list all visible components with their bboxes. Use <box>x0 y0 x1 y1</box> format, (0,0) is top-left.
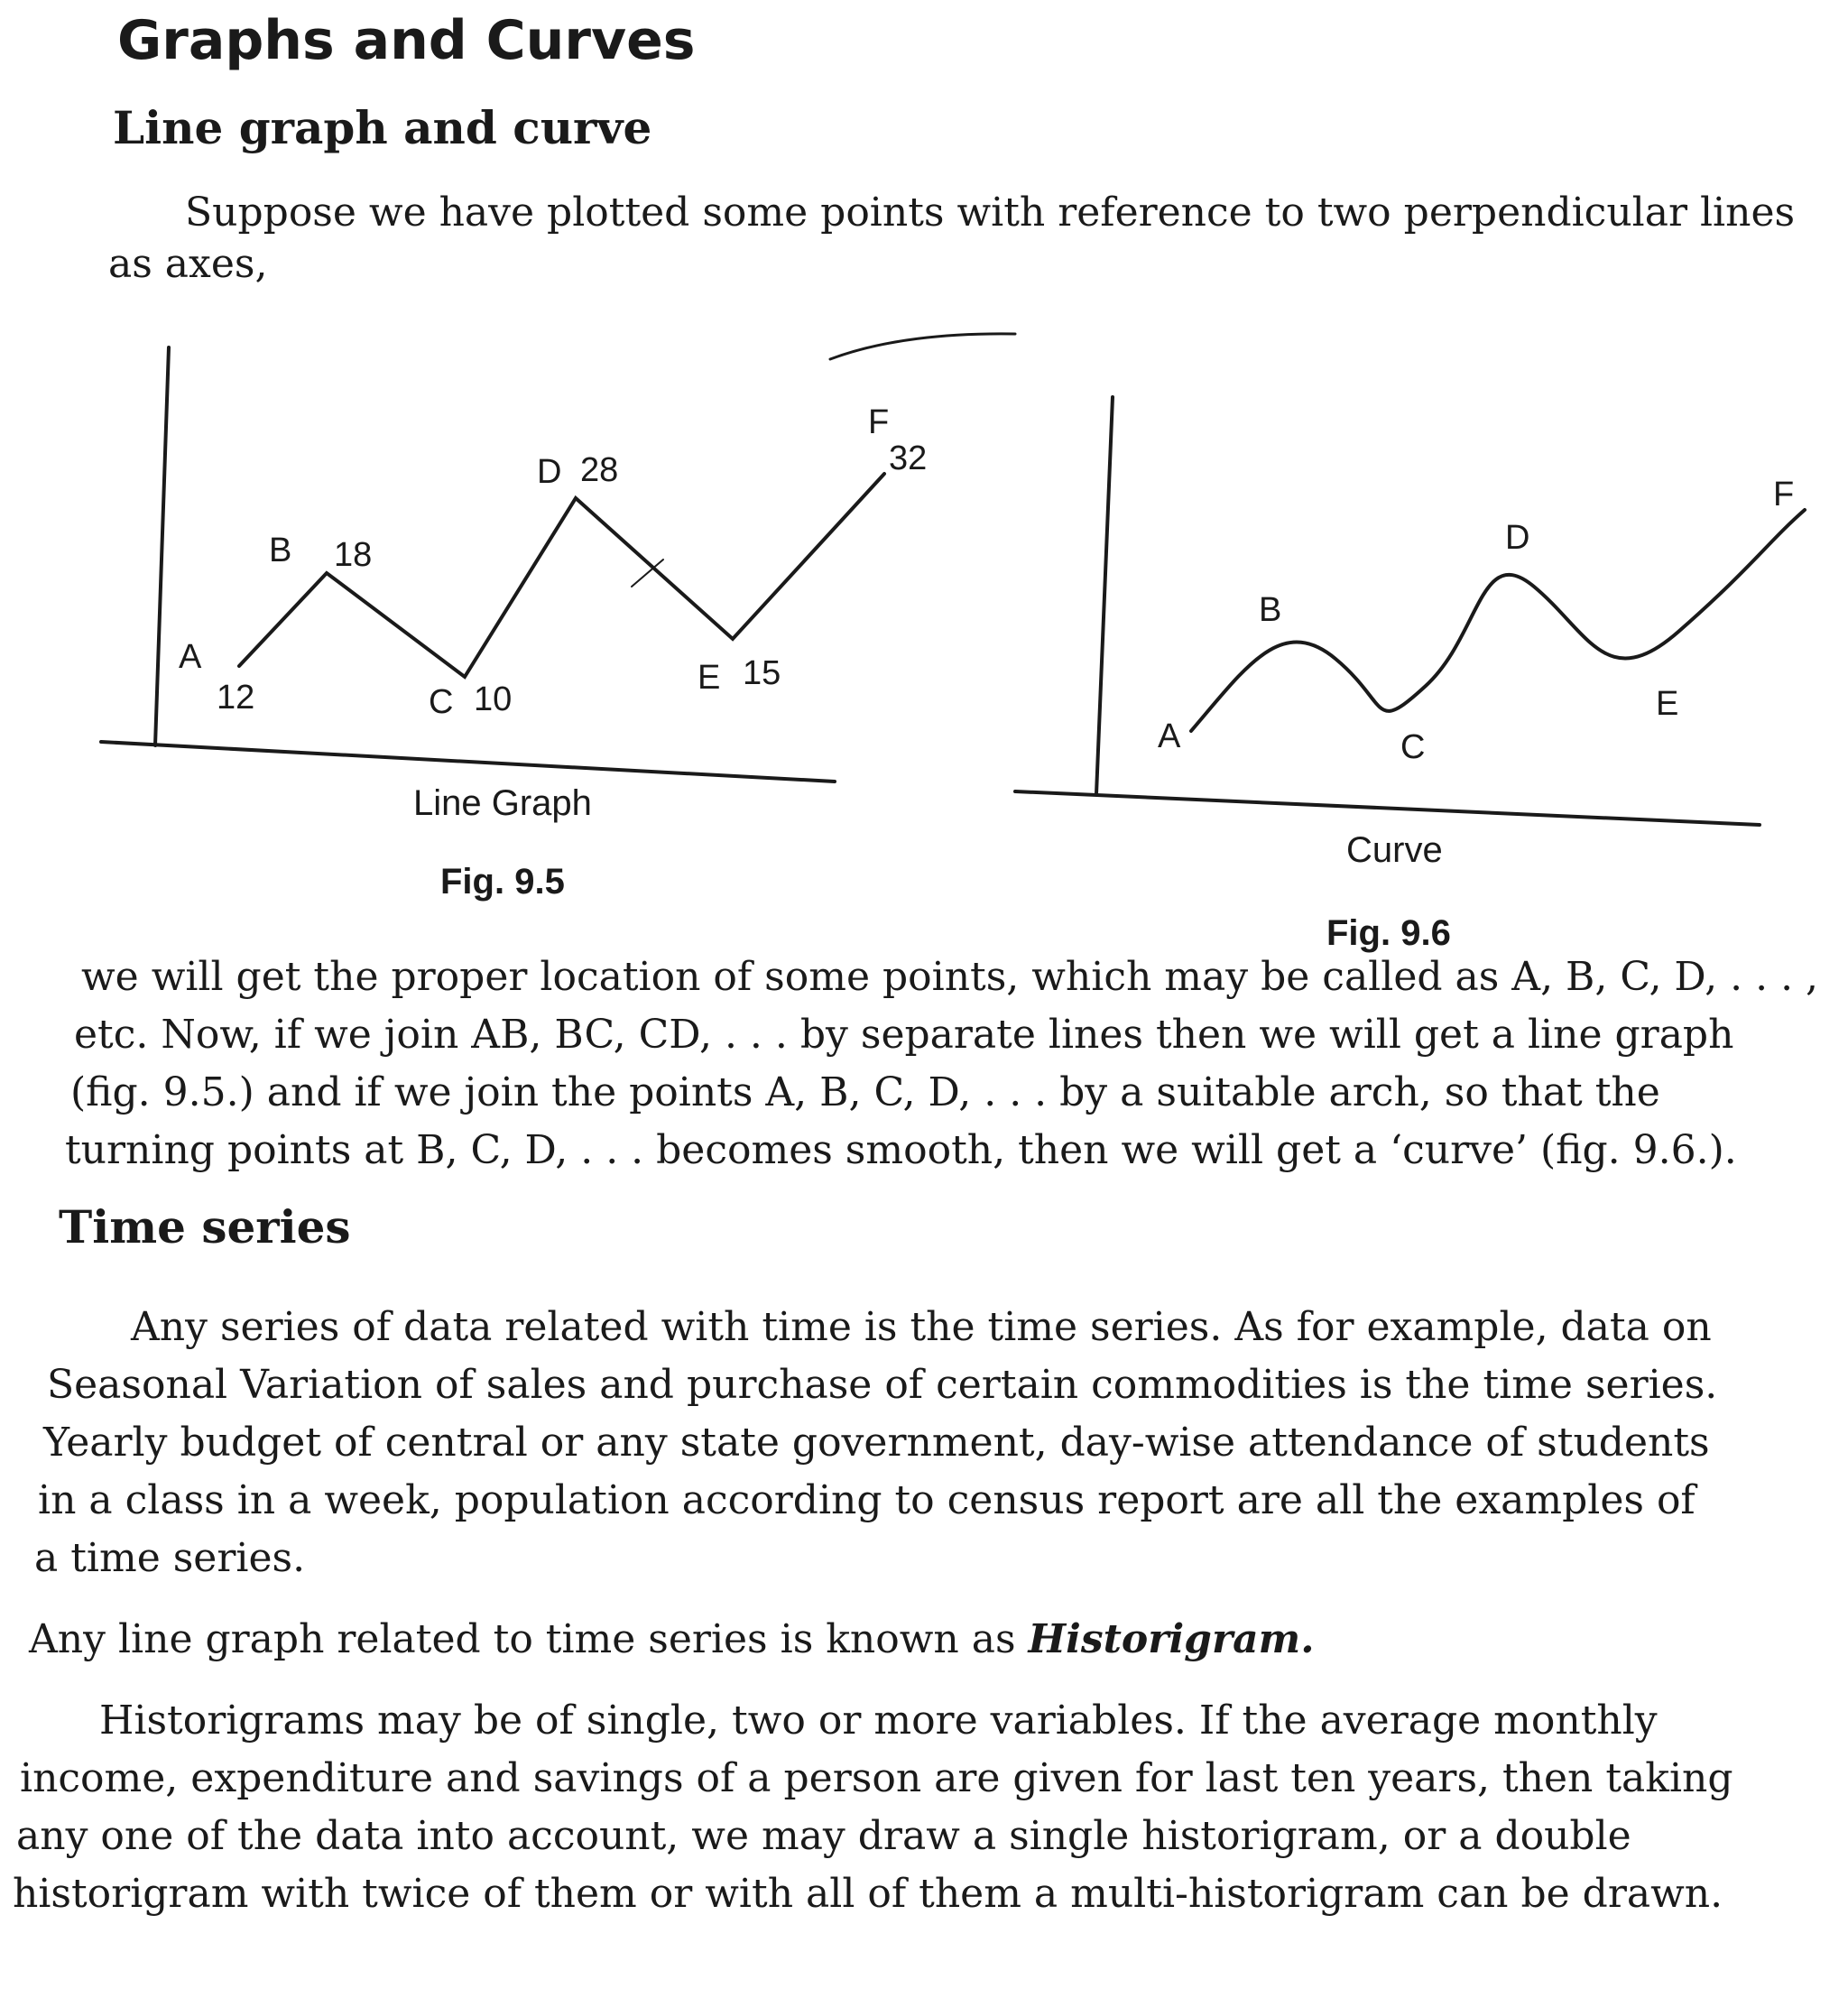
fig96-point-label-f: F <box>1773 476 1795 513</box>
fig95-point-label-f: F <box>868 403 890 441</box>
body-line-4: turning points at B, C, D, . . . becomes smooth, then we will get a ‘curve’ (fig. 9.6.). <box>65 1127 1737 1173</box>
fig96-caption-label: Curve <box>1346 830 1443 870</box>
fig96-point-label-d: D <box>1505 519 1530 557</box>
ts-line-4: in a class in a week, population according to census report are all the examples of <box>38 1477 1696 1523</box>
fig96-caption: Fig. 9.6 <box>1326 913 1451 953</box>
fig95-caption: Fig. 9.5 <box>440 862 565 902</box>
body-line-3: (fig. 9.5.) and if we join the points A, B, C, D, . . . by a suitable arch, so that the <box>70 1069 1660 1115</box>
intro-line-1: Suppose we have plotted some points with reference to two perpendicular lines <box>185 190 1796 236</box>
fig96-point-label-e: E <box>1656 685 1679 723</box>
fig95-value-label-a: 12 <box>217 679 255 717</box>
fig96-curve-line <box>1191 510 1805 731</box>
fig95-value-label-d: 28 <box>580 451 619 489</box>
ts-line-1: Any series of data related with time is the time series. As for example, data on <box>131 1304 1712 1350</box>
fig95-point-label-d: D <box>537 453 562 491</box>
ts-line-3: Yearly budget of central or any state government, day-wise attendance of students <box>43 1420 1710 1466</box>
historigram-term: Historigram. <box>1028 1616 1315 1662</box>
fig95-point-label-c: C <box>429 683 454 721</box>
fig96-point-label-c: C <box>1400 728 1426 766</box>
time-series-heading: Time series <box>59 1200 351 1254</box>
fig95-point-label-e: E <box>698 659 721 697</box>
fig95-value-label-b: 18 <box>334 536 373 574</box>
hist-line-4: historigram with twice of them or with all of them a multi-historigram can be drawn. <box>13 1871 1723 1917</box>
fig95-value-label-e: 15 <box>743 654 781 692</box>
figure-9-6-curve <box>0 0 1848 993</box>
fig95-value-label-c: 10 <box>474 680 513 718</box>
fig95-point-label-a: A <box>179 638 202 676</box>
body-line-2: etc. Now, if we join AB, BC, CD, . . . by separate lines then we will get a line graph <box>74 1012 1734 1058</box>
hist-line-3: any one of the data into account, we may draw a single historigram, or a double <box>16 1813 1631 1859</box>
fig96-x-axis <box>1015 791 1760 825</box>
ts-line-5: a time series. <box>34 1535 306 1581</box>
historigram-definition <box>29 1612 1315 1668</box>
fig96-point-label-a: A <box>1158 717 1181 755</box>
historigram-definition-text: Any line graph related to time series is known as <box>29 1616 1029 1662</box>
section-heading: Line graph and curve <box>113 101 652 154</box>
fig96-decorative-stroke <box>830 334 1015 359</box>
ts-line-2: Seasonal Variation of sales and purchase of certain commodities is the time series. <box>47 1362 1718 1408</box>
fig95-value-label-f: 32 <box>889 439 928 477</box>
fig95-caption-label: Line Graph <box>413 783 592 823</box>
fig95-point-label-b: B <box>269 532 292 569</box>
intro-line-2: as axes, <box>108 241 268 287</box>
hist-line-2: income, expenditure and savings of a person are given for last ten years, then taking <box>20 1755 1733 1801</box>
body-line-1: we will get the proper location of some points, which may be called as A, B, C, D, . . . , <box>81 954 1819 1000</box>
page-heading: Graphs and Curves <box>117 9 696 72</box>
hist-line-1: Historigrams may be of single, two or more variables. If the average monthly <box>99 1698 1658 1744</box>
fig96-y-axis <box>1096 397 1113 794</box>
fig96-point-label-b: B <box>1259 591 1282 629</box>
